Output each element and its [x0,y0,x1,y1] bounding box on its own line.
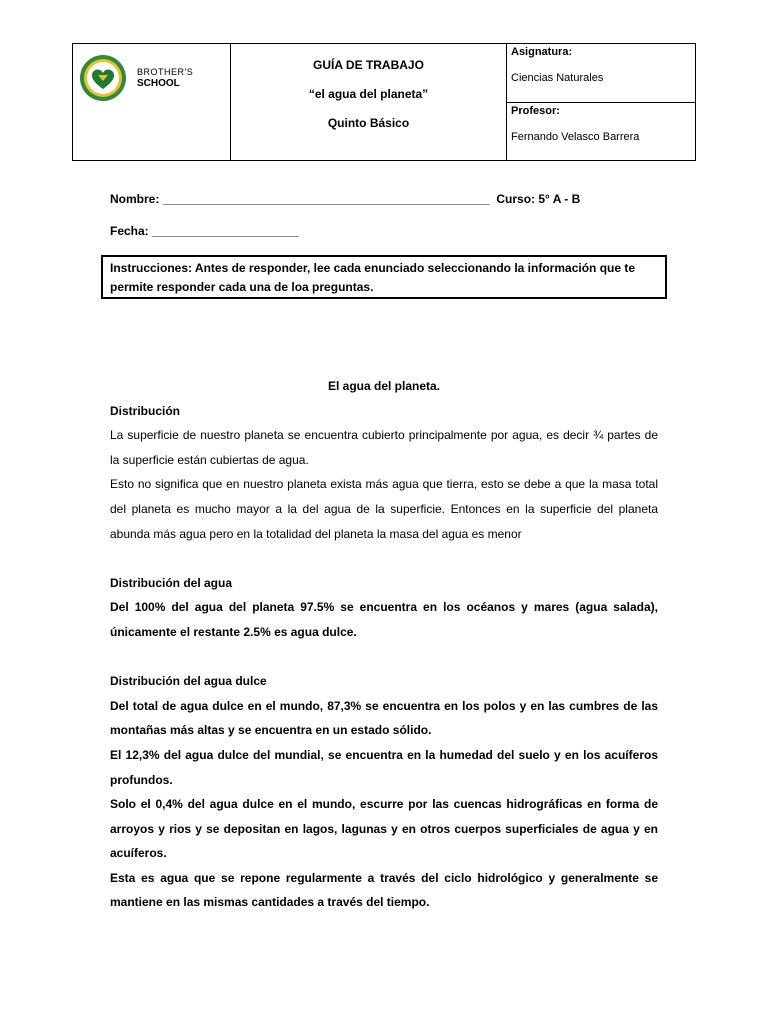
info-cell [507,44,695,160]
subject-cell [507,44,695,102]
teacher-value: Fernando Velasco Barrera [511,130,640,143]
school-name [137,67,193,89]
teacher-cell [507,102,695,161]
subject-value: Ciencias Naturales [511,72,604,84]
section-main-title: El agua del planeta. [327,379,441,393]
paragraph: Del 100% del agua del planeta 97.5% se encuentra en los océanos y mares (agua salada), únicamente el restante 2.5% es agua dulce. [110,600,658,639]
logo-cell [73,44,231,160]
school-name-line2: SCHOOL [137,78,180,89]
school-name-line1: BROTHER'S [137,67,194,77]
document-header [72,43,696,161]
section-heading-agua-dulce: Distribución del agua dulce [110,674,267,689]
date-field-line[interactable]: Fecha: ______________________ [110,224,299,238]
title-cell [231,44,507,160]
paragraph: El 12,3% del agua dulce del mundial, se encuentra en la humedad del suelo y en los acuíferos profundos. [110,747,658,787]
subject-label: Asignatura: [511,46,573,58]
guide-title: GUÍA DE TRABAJO [313,58,424,72]
paragraph: Del total de agua dulce en el mundo, 87,3% se encuentra en los polos y en las cumbres de las montañas más altas y se encuentra en un estado sólido. [110,698,658,738]
instructions-box: Instrucciones: Antes de responder, lee cada enunciado seleccionando la información que te permite responder cada una de loa preguntas. [101,255,667,299]
guide-grade: Quinto Básico [327,116,410,130]
school-crest-icon [79,54,127,102]
teacher-label: Profesor: [511,104,560,117]
section-heading-distribucion-agua: Distribución del agua [110,575,233,590]
document-body [110,374,658,915]
paragraph: La superficie de nuestro planeta se encuentra cubierto principalmente por agua, es decir ¾ partes de la superficie están cubiertas de agua. [110,428,658,467]
paragraph: Esta es agua que se repone regularmente a través del ciclo hidrológico y generalmente se mantiene en las mismas cantidades a través del tiempo. [110,870,658,910]
paragraph: Solo el 0,4% del agua dulce en el mundo, escurre por las cuencas hidrográficas en forma de arroyos y rios y se depositan en lagos, lagunas y en otros cuerpos superficiales de agua y en acuíferos. [110,797,658,861]
guide-topic: “el agua del planeta” [308,87,429,101]
section-heading-distribucion: Distribución [110,403,181,418]
paragraph: Esto no significa que en nuestro planeta exista más agua que tierra, esto se debe a que la masa total del planeta es mucho mayor a la del agua de la superficie. Entonces en la superficie del planeta abunda más agua pero en la totalidad del planeta la masa del agua es menor [110,477,658,541]
name-field-line[interactable]: Nombre: _________________________________________________ Curso: 5° A - B [110,192,581,206]
